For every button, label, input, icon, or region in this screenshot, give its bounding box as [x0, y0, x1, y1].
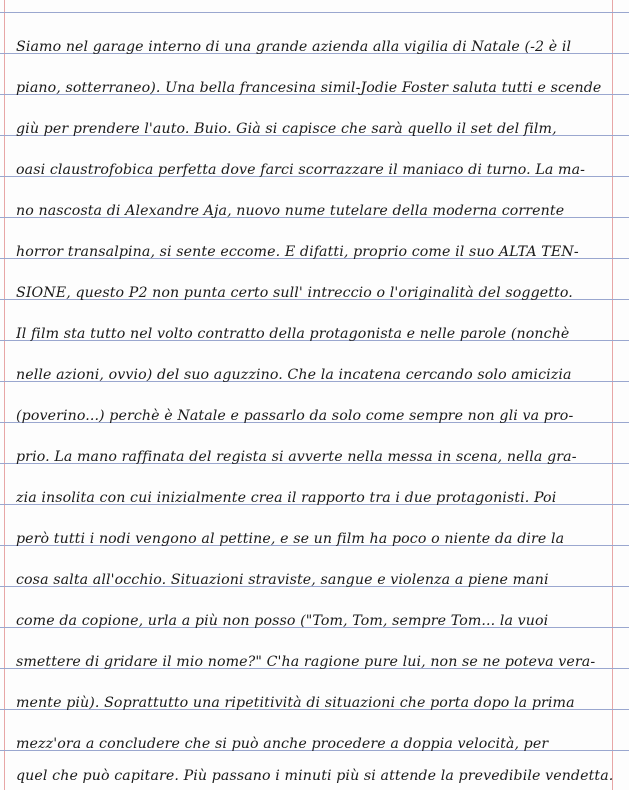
handwritten-line: piano, sotterraneo). Una bella francesina simil-Jodie Foster saluta tutti e scende: [16, 80, 602, 96]
handwritten-line: Il film sta tutto nel volto contratto della protagonista e nelle parole (nonchè: [16, 326, 570, 342]
handwritten-line: però tutti i nodi vengono al pettine, e se un film ha poco o niente da dire la: [16, 531, 565, 547]
handwritten-line: oasi claustrofobica perfetta dove farci scorrazzare il maniaco di turno. La ma-: [16, 162, 586, 178]
handwritten-line: smettere di gridare il mio nome?" C'ha ragione pure lui, non se ne poteva vera-: [16, 654, 596, 670]
handwritten-line: cosa salta all'occhio. Situazioni straviste, sangue e violenza a piene mani: [16, 572, 549, 588]
handwritten-line: prio. La mano raffinata del regista si avverte nella messa in scena, nella gra-: [16, 449, 577, 465]
handwritten-line: horror transalpina, si sente eccome. E difatti, proprio come il suo ALTA TEN-: [16, 244, 579, 260]
handwritten-line: come da copione, urla a più non posso ("Tom, Tom, sempre Tom... la vuoi: [16, 613, 549, 629]
ruled-line: [0, 12, 629, 13]
handwritten-line: zia insolita con cui inizialmente crea il rapporto tra i due protagonisti. Poi: [16, 490, 557, 506]
handwritten-line: giù per prendere l'auto. Buio. Già si capisce che sarà quello il set del film,: [16, 121, 557, 137]
handwritten-line: mezz'ora a concludere che si può anche procedere a doppia velocità, per: [16, 736, 549, 752]
handwritten-line: mente più). Soprattutto una ripetitività di situazioni che porta dopo la prima: [16, 695, 575, 711]
handwritten-line: quel che può capitare. Più passano i minuti più si attende la prevedibile vendetta.: [16, 768, 614, 784]
handwritten-line: no nascosta di Alexandre Aja, nuovo nume tutelare della moderna corrente: [16, 203, 565, 219]
handwritten-line: SIONE, questo P2 non punta certo sull' intreccio o l'originalità del soggetto.: [16, 285, 573, 301]
handwritten-line: (poverino...) perchè è Natale e passarlo da solo come sempre non gli va pro-: [16, 408, 574, 424]
left-margin-line: [4, 0, 5, 790]
handwritten-line: Siamo nel garage interno di una grande azienda alla vigilia di Natale (-2 è il: [16, 39, 572, 55]
handwritten-line: nelle azioni, ovvio) del suo aguzzino. Che la incatena cercando solo amicizia: [16, 367, 572, 383]
